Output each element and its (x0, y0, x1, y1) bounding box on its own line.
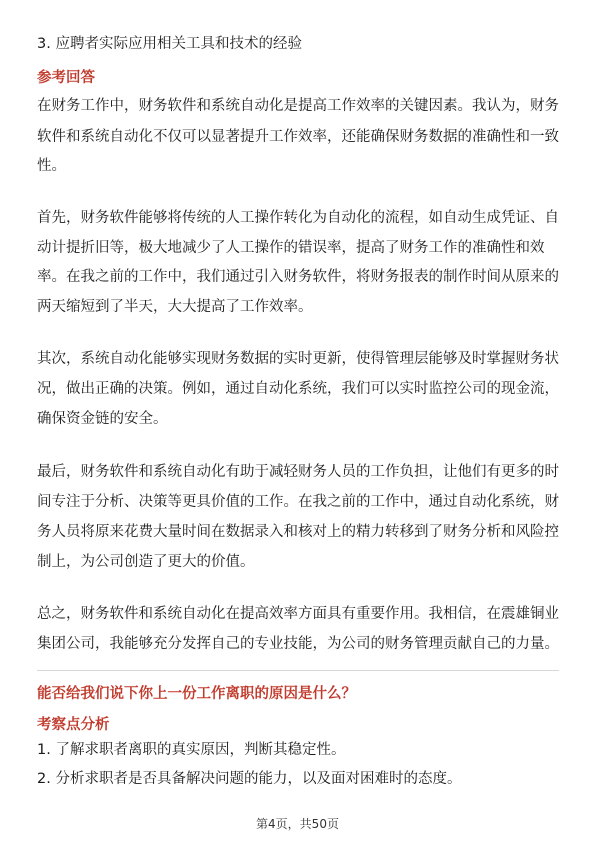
exam-points-heading: 考察点分析 (37, 717, 110, 733)
text-line: 动计提折旧等，极大地减少了人工操作的错误率，提高了财务工作的准确性和效 (37, 240, 545, 256)
text-line: 首先，财务软件能够将传统的人工操作转化为自动化的流程，如自动生成凭证、自 (37, 210, 559, 226)
text-line: 况，做出正确的决策。例如，通过自动化系统，我们可以实时监控公司的现金流， (37, 381, 559, 397)
list-item: 2. 分析求职者是否具备解决问题的能力，以及面对困难时的态度。 (37, 771, 462, 787)
text-line: 间专注于分析、决策等更具价值的工作。在我之前的工作中，通过自动化系统，财 (37, 494, 559, 510)
text-line: 确保资金链的安全。 (37, 411, 168, 427)
section-divider (37, 670, 559, 671)
text-line: 制上，为公司创造了更大的价值。 (37, 554, 255, 570)
text-line: 集团公司，我能够充分发挥自己的专业技能，为公司的财务管理贡献自己的力量。 (37, 636, 559, 652)
section-item-3: 3. 应聘者实际应用相关工具和技术的经验 (37, 36, 302, 52)
text-line: 最后，财务软件和系统自动化有助于减轻财务人员的工作负担，让他们有更多的时 (37, 464, 559, 480)
text-line: 务人员将原来花费大量时间在数据录入和核对上的精力转移到了财务分析和风险控 (37, 524, 559, 540)
text-line: 在财务工作中，财务软件和系统自动化是提高工作效率的关键因素。我认为，财务 (37, 98, 559, 114)
text-line: 性。 (37, 158, 66, 174)
text-line: 其次，系统自动化能够实现财务数据的实时更新，使得管理层能够及时掌握财务状 (37, 351, 559, 367)
reference-answer-heading: 参考回答 (37, 70, 95, 86)
text-line: 软件和系统自动化不仅可以显著提升工作效率，还能确保财务数据的准确性和一致 (37, 129, 559, 145)
page-number: 第4页，共50页 (256, 817, 339, 831)
list-item: 1. 了解求职者离职的真实原因，判断其稳定性。 (37, 742, 346, 758)
text-line: 率。在我之前的工作中，我们通过引入财务软件，将财务报表的制作时间从原来的 (37, 269, 559, 285)
text-line: 总之，财务软件和系统自动化在提高效率方面具有重要作用。我相信，在震雄铜业 (37, 606, 559, 622)
question-heading: 能否给我们说下你上一份工作离职的原因是什么？ (37, 686, 356, 702)
text-line: 两天缩短到了半天，大大提高了工作效率。 (37, 299, 313, 315)
